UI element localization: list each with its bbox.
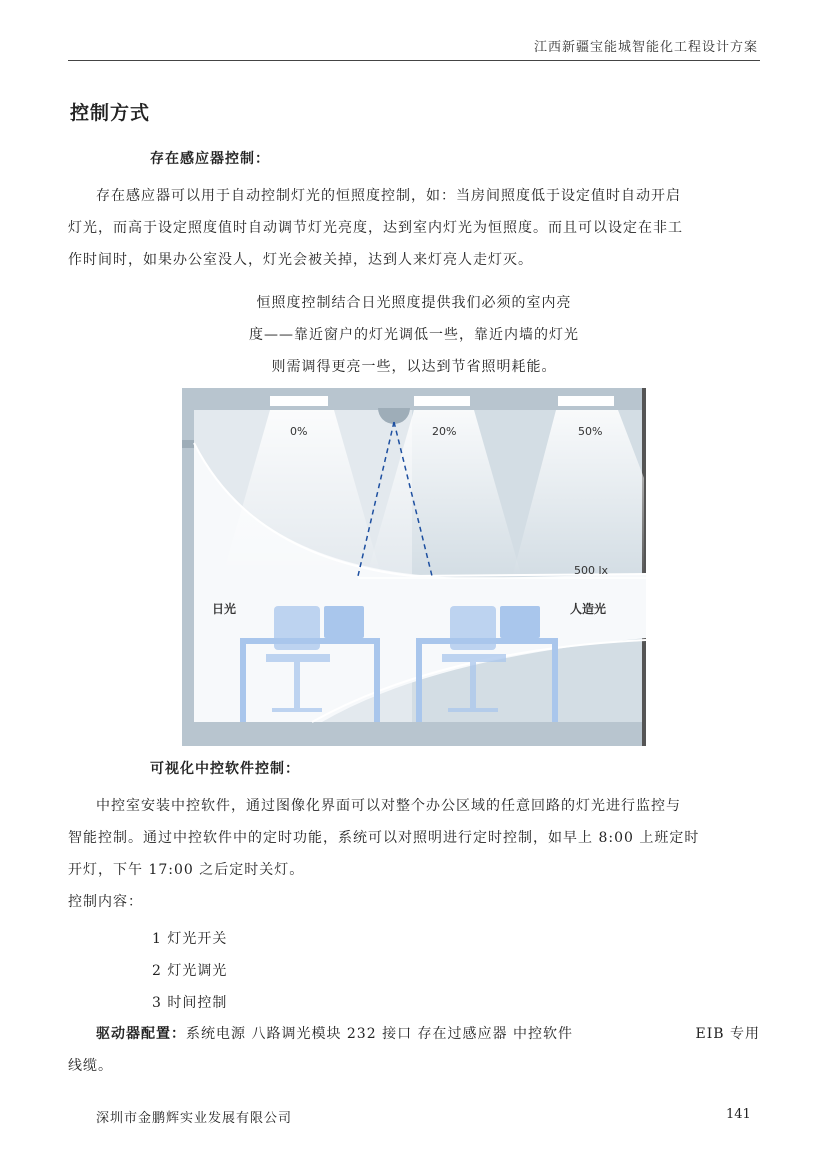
diagram-caption-line: 则需调得更亮一些，以达到节省照明耗能。 bbox=[271, 359, 557, 375]
chair-base bbox=[448, 708, 498, 712]
visual-paragraph-line: 开灯，下午 17:00 之后定时关灯。 bbox=[68, 862, 305, 878]
presence-sensor-heading: 存在感应器控制： bbox=[150, 151, 270, 167]
chair-base bbox=[272, 708, 322, 712]
driver-config-items: 系统电源 八路调光模块 232 接口 存在过感应器 中控软件 bbox=[186, 1026, 573, 1042]
header-rule bbox=[68, 60, 760, 61]
footer-company: 深圳市金鹏辉实业发展有限公司 bbox=[96, 1111, 293, 1126]
daylight-label: 日光 bbox=[212, 602, 237, 616]
control-content-item: 2 灯光调光 bbox=[152, 963, 228, 979]
chair-seat bbox=[266, 654, 330, 662]
driver-config-paragraph bbox=[68, 1018, 760, 1082]
visual-control-heading: 可视化中控软件控制： bbox=[150, 761, 300, 777]
ceiling-lamp bbox=[414, 396, 470, 406]
diagram-caption-line: 恒照度控制结合日光照度提供我们必须的室内亮 bbox=[256, 295, 572, 311]
artificial-light-label: 人造光 bbox=[570, 602, 607, 616]
ceiling-lamp bbox=[270, 396, 328, 406]
window-frame bbox=[182, 440, 194, 448]
driver-config-colon: ： bbox=[171, 1026, 186, 1042]
control-content-item: 1 灯光开关 bbox=[152, 931, 228, 947]
visual-control-paragraph bbox=[68, 790, 760, 918]
lux-label: 500 lx bbox=[574, 564, 609, 577]
floor bbox=[182, 722, 646, 746]
desk-top bbox=[240, 638, 380, 644]
constant-lux-diagram bbox=[182, 388, 646, 746]
monitor bbox=[500, 606, 540, 638]
desk-leg bbox=[240, 644, 246, 722]
desk-leg bbox=[416, 644, 422, 722]
page-number: 141 bbox=[726, 1107, 751, 1122]
chair-seat bbox=[442, 654, 506, 662]
driver-config-line bbox=[68, 1018, 760, 1050]
visual-paragraph-line: 中控室安装中控软件，通过图像化界面可以对整个办公区域的任意回路的灯光进行监控与 bbox=[96, 798, 681, 814]
driver-config-label: 驱动器配置 bbox=[96, 1026, 171, 1042]
diagram-caption-line: 度——靠近窗户的灯光调低一些，靠近内墙的灯光 bbox=[249, 327, 579, 343]
section-title: 控制方式 bbox=[70, 102, 151, 124]
left-wall bbox=[182, 410, 194, 722]
presence-paragraph-line: 灯光，而高于设定照度值时自动调节灯光亮度，达到室内灯光为恒照度。而且可以设定在非工 bbox=[68, 220, 683, 236]
chair-post bbox=[294, 662, 300, 708]
ceiling-lamp bbox=[558, 396, 614, 406]
monitor bbox=[324, 606, 364, 638]
desk-leg bbox=[552, 644, 558, 722]
lamp-level-label: 50% bbox=[578, 425, 603, 438]
desk-top bbox=[416, 638, 558, 644]
chair-post bbox=[470, 662, 476, 708]
desk-leg bbox=[374, 644, 380, 722]
presence-paragraph-line: 作时间时，如果办公室没人，灯光会被关掉，达到人来灯亮人走灯灭。 bbox=[68, 252, 533, 268]
control-content-item: 3 时间控制 bbox=[152, 995, 228, 1011]
presence-paragraph bbox=[68, 180, 760, 276]
driver-config-eib: EIB 专用 bbox=[695, 1026, 760, 1042]
presence-paragraph-line: 存在感应器可以用于自动控制灯光的恒照度控制，如：当房间照度低于设定值时自动开启 bbox=[96, 188, 681, 204]
lamp-level-label: 0% bbox=[290, 425, 308, 438]
driver-config-line: 线缆。 bbox=[68, 1058, 113, 1074]
document-header-title: 江西新疆宝能城智能化工程设计方案 bbox=[533, 40, 758, 55]
control-content-label: 控制内容： bbox=[68, 894, 143, 910]
visual-paragraph-line: 智能控制。通过中控软件中的定时功能，系统可以对照明进行定时控制，如早上 8:00 上班定时 bbox=[68, 830, 700, 846]
lamp-level-label: 20% bbox=[432, 425, 457, 438]
